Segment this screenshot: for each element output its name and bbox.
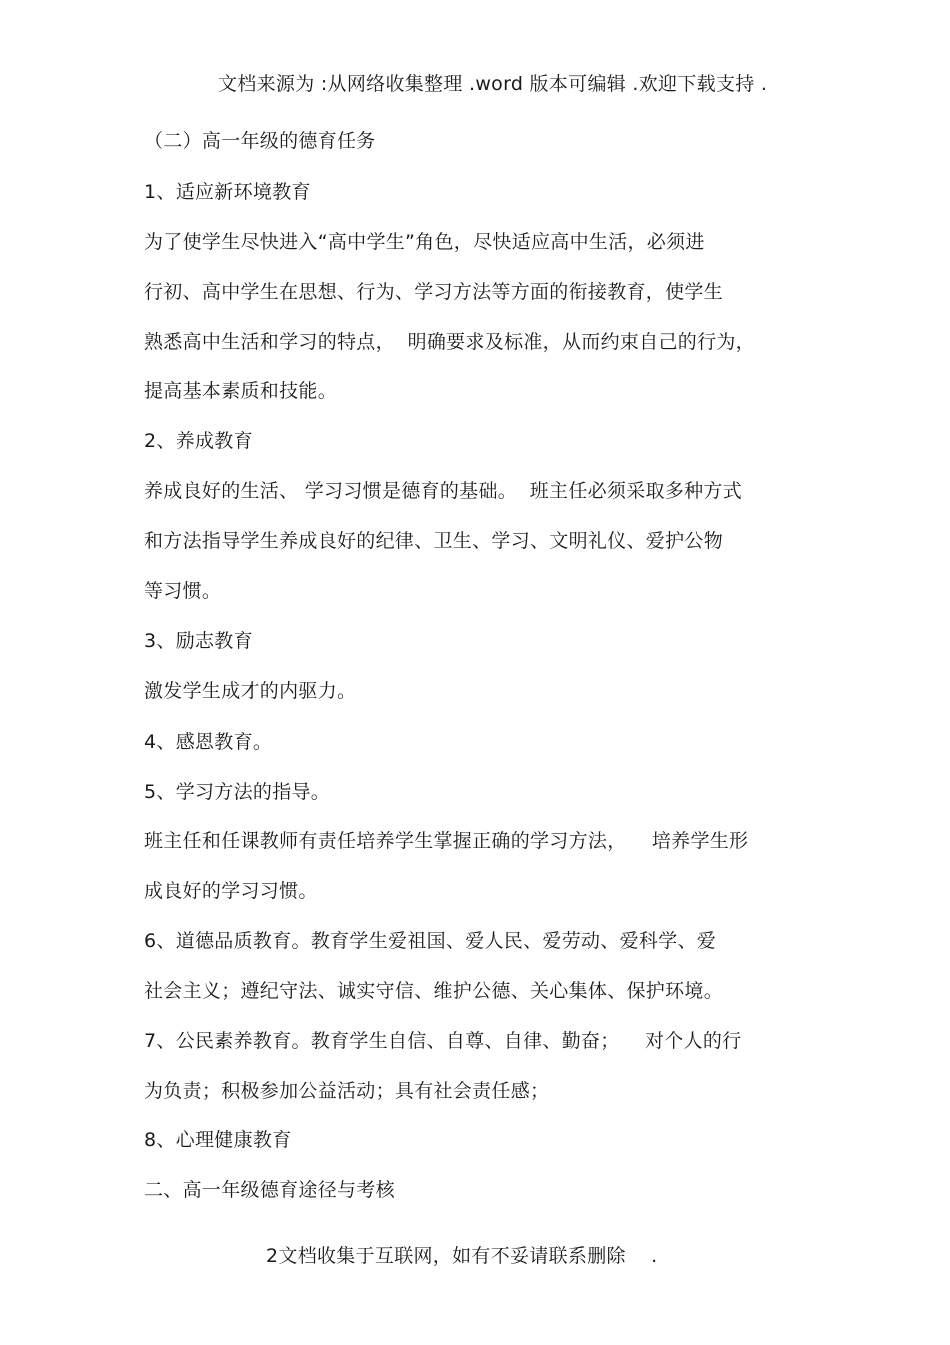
section-heading: （二）高一年级的德育任务 [144,130,376,152]
item-heading-5: 5、学习方法的指导。 [144,781,331,803]
page-footer: 2文档收集于互联网，如有不妥请联系删除 . [266,1245,658,1267]
item-heading-2: 2、养成教育 [144,430,253,452]
paragraph-line: 激发学生成才的内驱力。 [144,680,357,702]
paragraph-line: 等习惯。 [144,580,222,602]
paragraph-line: 班主任和任课教师有责任培养学生掌握正确的学习方法， 培养学生形 [144,830,749,852]
page-header: 文档来源为 :从网络收集整理 .word 版本可编辑 .欢迎下载支持 . [218,73,768,95]
item-heading-1: 1、适应新环境教育 [144,181,311,203]
item-heading-8: 8、心理健康教育 [144,1129,292,1151]
paragraph-line: 为了使学生尽快进入“高中学生”角色，尽快适应高中生活，必须进 [144,231,705,253]
item-heading-3: 3、励志教育 [144,630,253,652]
paragraph-line: 社会主义；遵纪守法、诚实守信、维护公德、关心集体、保护环境。 [144,980,724,1002]
section-heading: 二、高一年级德育途径与考核 [144,1179,395,1201]
paragraph-line: 养成良好的生活、 学习习惯是德育的基础。 班主任必须采取多种方式 [144,480,743,502]
paragraph-line: 熟悉高中生活和学习的特点， 明确要求及标准，从而约束自己的行为， [144,331,755,353]
paragraph-line: 成良好的学习习惯。 [144,880,318,902]
paragraph-line: 为负责；积极参加公益活动；具有社会责任感； [144,1080,550,1102]
item-heading-6: 6、道德品质教育。教育学生爱祖国、爱人民、爱劳动、爱科学、爱 [144,930,717,952]
item-heading-4: 4、感恩教育。 [144,731,273,753]
paragraph-line: 行初、高中学生在思想、行为、学习方法等方面的衔接教育，使学生 [144,281,724,303]
paragraph-line: 提高基本素质和技能。 [144,380,338,402]
paragraph-line: 和方法指导学生养成良好的纪律、卫生、学习、文明礼仪、爱护公物 [144,530,724,552]
item-heading-7: 7、公民素养教育。教育学生自信、自尊、自律、勤奋； 对个人的行 [144,1030,742,1052]
